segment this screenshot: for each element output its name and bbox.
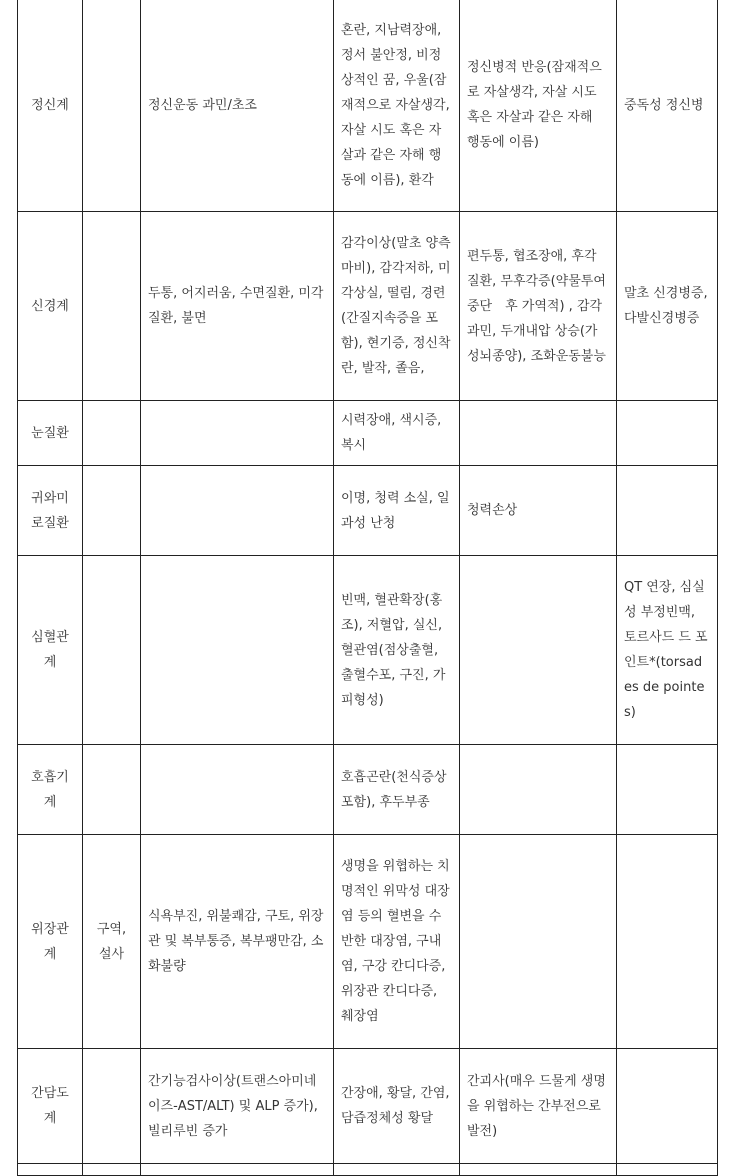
very-common-cell — [83, 466, 141, 556]
very-common-cell — [83, 556, 141, 745]
common-cell: 두통, 어지러움, 수면질환, 미각질환, 불면 — [141, 212, 334, 401]
table-row — [18, 466, 718, 556]
very-rare-cell — [617, 835, 718, 1049]
common-cell — [141, 556, 334, 745]
rare-cell — [460, 401, 617, 466]
uncommon-cell: 혼란, 지남력장애, 정서 불안정, 비정상적인 꿈, 우울(잠재적으로 자살생각, 자살 시도 혹은 자살과 같은 자해 행동에 이름), 환각 — [334, 0, 460, 212]
uncommon-cell: 시력장애, 색시증, 복시 — [334, 401, 460, 466]
system-class-cell: 위장관계 — [18, 835, 83, 1049]
common-cell: 간기능검사이상(트랜스아미네이즈-AST/ALT) 및 ALP 증가), 빌리루빈 증가 — [141, 1049, 334, 1164]
rare-cell: 편두통, 협조장애, 후각 질환, 무후각증(약물투여 중단 후 가역적) , 감각과민, 두개내압 상승(가성뇌종양), 조화운동불능 — [460, 212, 617, 401]
very-rare-cell: 중독성 정신병 — [617, 0, 718, 212]
uncommon-cell: 생명을 위협하는 치명적인 위막성 대장염 등의 혈변을 수반한 대장염, 구내염, 구강 칸디다증, 위장관 칸디다증, 췌장염 — [334, 835, 460, 1049]
adverse-reactions-table — [17, 0, 718, 1176]
uncommon-cell: 감각이상(말초 양측마비), 감각저하, 미각상실, 떨림, 경련(간질지속증을 포함), 현기증, 정신착란, 발작, 졸음, — [334, 212, 460, 401]
very-common-cell — [83, 1049, 141, 1164]
rare-cell — [460, 745, 617, 835]
table-row — [18, 0, 718, 212]
table-row — [18, 1049, 718, 1164]
very-common-cell — [83, 0, 141, 212]
rare-cell — [460, 835, 617, 1049]
system-class-cell: 호흡기계 — [18, 745, 83, 835]
very-common-cell: 구역, 설사 — [83, 835, 141, 1049]
common-cell — [141, 466, 334, 556]
very-rare-cell — [617, 466, 718, 556]
system-class-cell: 정신계 — [18, 0, 83, 212]
system-class-cell: 신경계 — [18, 212, 83, 401]
uncommon-cell: 간장애, 황달, 간염, 담즙정체성 황달 — [334, 1049, 460, 1164]
very-common-cell — [83, 401, 141, 466]
table-row — [18, 401, 718, 466]
common-cell — [141, 401, 334, 466]
system-class-cell: 심혈관계 — [18, 556, 83, 745]
uncommon-cell: 빈맥, 혈관확장(홍조), 저혈압, 실신, 혈관염(점상출혈, 출혈수포, 구진, 가피형성) — [334, 556, 460, 745]
table-row — [18, 556, 718, 745]
very-rare-cell — [617, 745, 718, 835]
common-cell: 식욕부진, 위불쾌감, 구토, 위장관 및 복부통증, 복부팽만감, 소화불량 — [141, 835, 334, 1049]
very-rare-cell — [617, 1049, 718, 1164]
system-class-cell: 귀와미로질환 — [18, 466, 83, 556]
table-row — [18, 745, 718, 835]
table-row — [18, 212, 718, 401]
rare-cell — [460, 556, 617, 745]
uncommon-cell: 호흡곤란(천식증상 포함), 후두부종 — [334, 745, 460, 835]
very-rare-cell: QT 연장, 심실성 부정빈맥, 토르사드 드 포인트*(torsades de pointes) — [617, 556, 718, 745]
uncommon-cell: 이명, 청력 소실, 일과성 난청 — [334, 466, 460, 556]
system-class-cell: 눈질환 — [18, 401, 83, 466]
very-rare-cell — [617, 401, 718, 466]
rare-cell: 간괴사(매우 드물게 생명을 위협하는 간부전으로 발전) — [460, 1049, 617, 1164]
common-cell: 정신운동 과민/초조 — [141, 0, 334, 212]
rare-cell: 정신병적 반응(잠재적으로 자살생각, 자살 시도 혹은 자살과 같은 자해 행동에 이름) — [460, 0, 617, 212]
table-row — [18, 835, 718, 1049]
system-class-cell: 간담도계 — [18, 1049, 83, 1164]
very-rare-cell: 말초 신경병증, 다발신경병증 — [617, 212, 718, 401]
table-row — [18, 1164, 718, 1176]
common-cell — [141, 745, 334, 835]
rare-cell: 청력손상 — [460, 466, 617, 556]
very-common-cell — [83, 212, 141, 401]
very-common-cell — [83, 745, 141, 835]
